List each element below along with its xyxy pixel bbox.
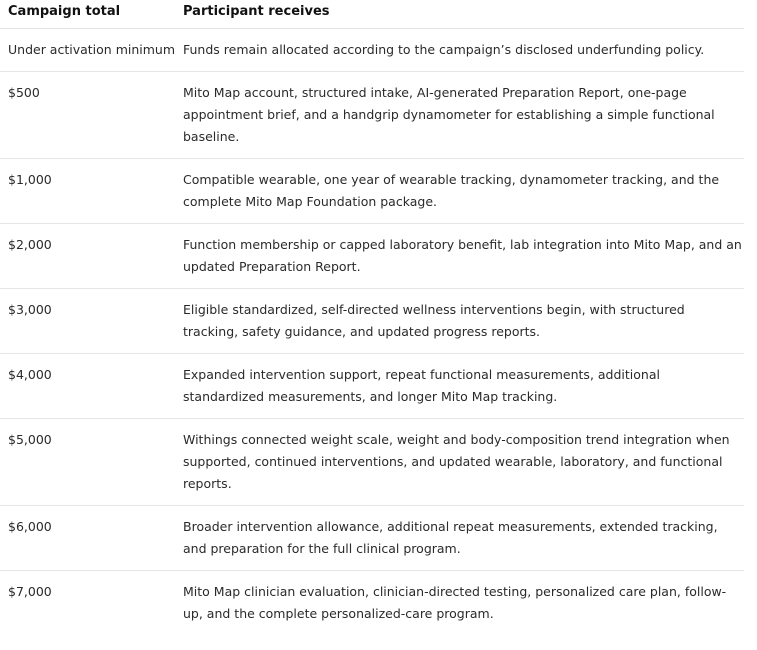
participant-receives-cell: Broader intervention allowance, additional repeat measurements, extended tracking, and preparation for the full clinical program. [183,506,744,571]
participant-receives-cell: Mito Map clinician evaluation, clinician-directed testing, personalized care plan, follow-up, and the complete personalized-care program. [183,584,727,621]
header-campaign-total: Campaign total [0,0,183,29]
table-row [0,159,744,224]
campaign-total-cell: $3,000 [0,289,183,354]
table-header-row [0,0,744,29]
participant-receives-cell: Funds remain allocated according to the campaign’s disclosed underfunding policy. [183,29,744,72]
header-participant-receives: Participant receives [183,0,744,29]
campaign-total-cell: Under activation minimum [0,29,183,72]
table-row [0,224,744,289]
campaign-total-cell: $6,000 [0,506,183,571]
table-row [0,29,744,72]
table-row [0,419,744,506]
campaign-total-cell: $1,000 [0,159,183,224]
table-row [0,72,744,159]
campaign-total-cell: $7,000 [8,584,52,599]
campaign-total-cell: $500 [0,72,183,159]
table-row [0,289,744,354]
table-row [0,506,744,571]
campaign-total-cell: $5,000 [0,419,183,506]
participant-receives-cell: Function membership or capped laboratory benefit, lab integration into Mito Map, and an updated Preparation Report. [183,224,744,289]
participant-receives-cell: Compatible wearable, one year of wearable tracking, dynamometer tracking, and the complete Mito Map Foundation package. [183,159,744,224]
campaign-total-cell: $4,000 [0,354,183,419]
participant-receives-cell: Expanded intervention support, repeat functional measurements, additional standardized measurements, and longer Mito Map tracking. [183,354,744,419]
table-row [0,571,744,636]
participant-receives-cell: Eligible standardized, self-directed wellness interventions begin, with structured tracking, safety guidance, and updated progress reports. [183,289,744,354]
participant-receives-cell: Withings connected weight scale, weight and body-composition trend integration when supported, continued interventions, and updated wearable, laboratory, and functional reports. [183,419,744,506]
table-row [0,354,744,419]
participant-receives-cell: Mito Map account, structured intake, AI-generated Preparation Report, one-page appointment brief, and a handgrip dynamometer for establishing a simple functional baseline. [183,72,744,159]
campaign-total-cell: $2,000 [0,224,183,289]
